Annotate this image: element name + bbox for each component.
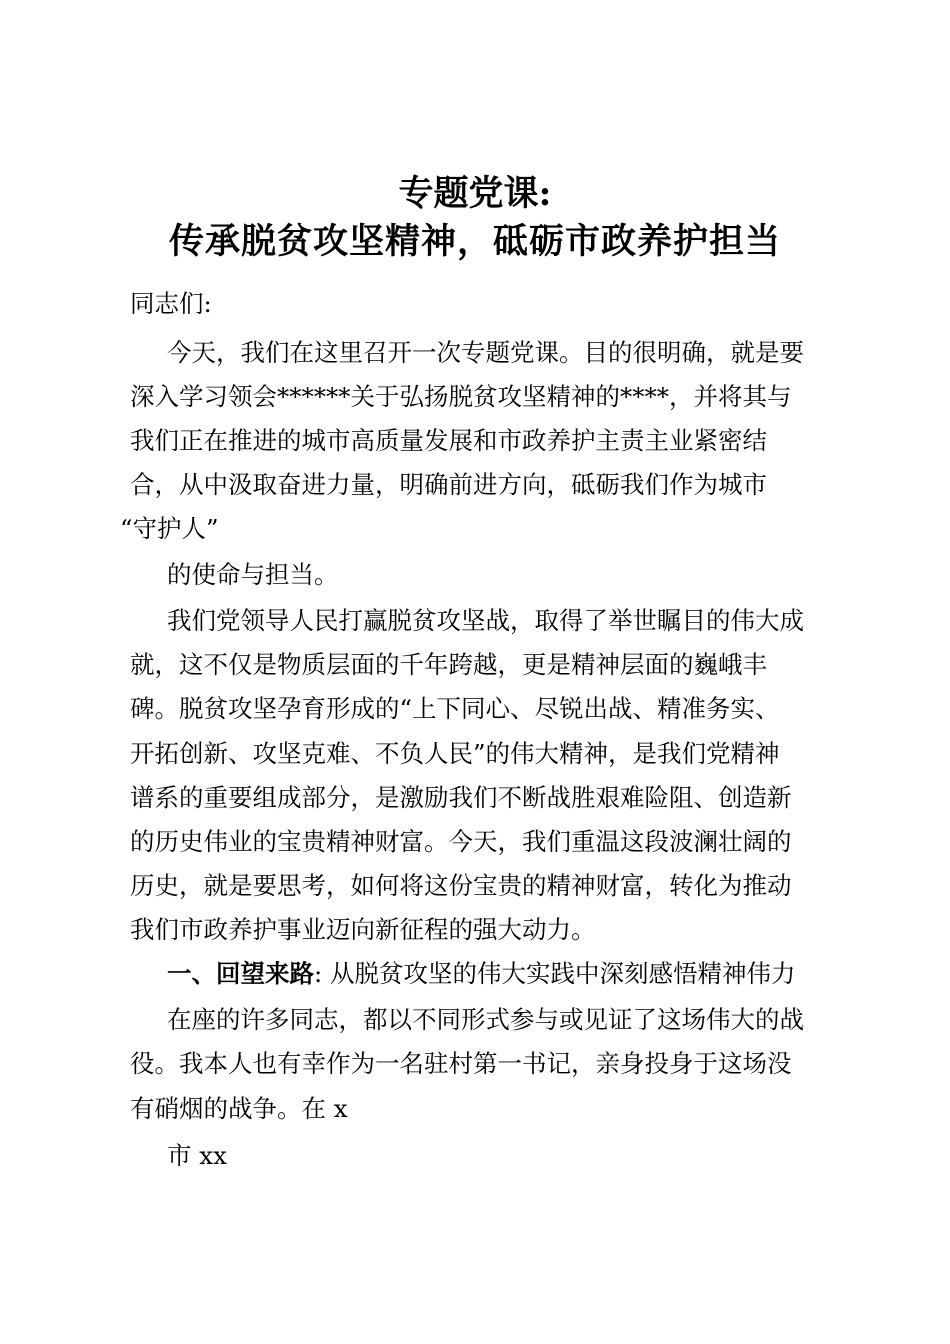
salutation: 同志们: bbox=[130, 289, 212, 318]
paragraph-line: 役。我本人也有幸作为一名驻村第一书记，亲身投身于这场没 bbox=[130, 1049, 792, 1078]
section-heading bbox=[167, 957, 796, 991]
paragraph-line: 就，这不仅是物质层面的千年跨越，更是精神层面的巍峨丰 bbox=[130, 650, 767, 679]
paragraph-line: 今天，我们在这里召开一次专题党课。目的很明确，就是要 bbox=[167, 338, 804, 367]
paragraph-line: 的历史伟业的宝贵精神财富。今天，我们重温这段波澜壮阔的 bbox=[130, 827, 792, 856]
document-title-line-2: 传承脱贫攻坚精神，砥砺市政养护担当 bbox=[168, 221, 781, 262]
paragraph-line: 碑。脱贫攻坚孕育形成的“上下同心、尽锐出战、精准务实、 bbox=[130, 694, 780, 723]
paragraph-line: 合，从中汲取奋进力量，明确前进方向，砥砺我们作为城市 bbox=[130, 470, 767, 499]
paragraph-line: 在座的许多同志，都以不同形式参与或见证了这场伟大的战 bbox=[167, 1005, 804, 1034]
paragraph-line: 谱系的重要组成部分，是激励我们不断战胜艰难险阻、创造新 bbox=[130, 783, 792, 812]
paragraph-line: 深入学习领会******关于弘扬脱贫攻坚精神的****，并将其与 bbox=[130, 382, 792, 411]
paragraph-line: 历史，就是要思考，如何将这份宝贵的精神财富，转化为推动 bbox=[130, 871, 792, 900]
paragraph-line: 开拓创新、攻坚克难、不负人民”的伟大精神，是我们党精神 bbox=[130, 739, 780, 768]
paragraph-line: 我们市政养护事业迈向新征程的强大动力。 bbox=[130, 915, 596, 944]
document-title-line-1: 专题党课: bbox=[398, 173, 552, 214]
paragraph-line: 的使命与担当。 bbox=[167, 560, 339, 589]
paragraph-line: 市 xx bbox=[167, 1141, 227, 1170]
paragraph-line: 我们正在推进的城市高质量发展和市政养护主责主业紧密结 bbox=[130, 426, 767, 455]
section-heading-text: : 从脱贫攻坚的伟大实践中深刻感悟精神伟力 bbox=[314, 959, 796, 988]
paragraph-line: 有硝烟的战争。在 x bbox=[130, 1094, 348, 1123]
paragraph-line: 我们党领导人民打赢脱贫攻坚战，取得了举世瞩目的伟大成 bbox=[167, 606, 804, 635]
paragraph-line: “守护人” bbox=[120, 514, 219, 543]
section-heading-label: 一、回望来路 bbox=[167, 959, 314, 988]
